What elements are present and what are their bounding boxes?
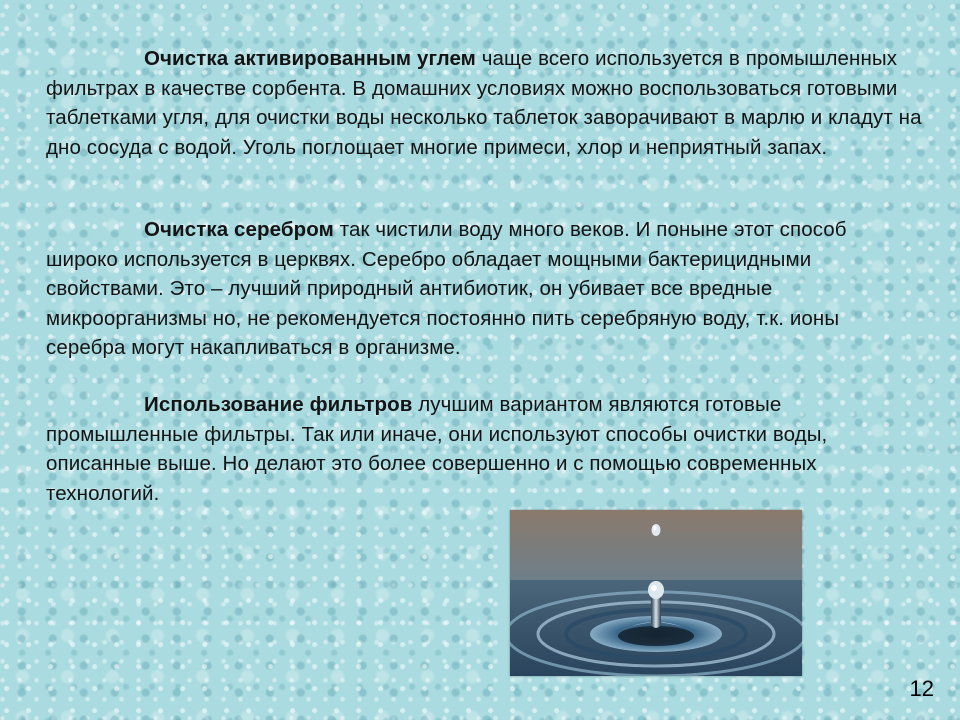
paragraph-heading: Очистка серебром xyxy=(144,218,334,241)
paragraph-silver xyxy=(46,215,924,363)
water-drop-photo xyxy=(510,510,802,676)
paragraph-filters xyxy=(46,390,924,508)
paragraph-body: чаще всего используется в промышленных фильтрах в качестве сорбента. В домашних условиях можно воспользоваться готовыми таблетками угля, для очистки воды несколько таблеток заворачивают в марлю и кладут на дно сосуда с водой. Уголь поглощает многие примеси, хлор и неприятный запах. xyxy=(46,47,922,159)
page-number: 12 xyxy=(909,676,934,701)
paragraph-heading: Очистка активированным углем xyxy=(144,47,476,70)
paragraph-body: так чистили воду много веков. И поныне этот способ широко используется в церквях. Серебро обладает мощными бактерицидными свойствами. Это – лучший природный антибиотик, он убивает все вредные микроорганизмы но, не рекомендуется постоянно пить серебряную воду, т.к. ионы серебра могут накапливаться в организме. xyxy=(46,218,847,359)
paragraph-heading: Использование фильтров xyxy=(144,393,413,416)
water-drop-splash-icon xyxy=(510,510,802,676)
paragraph-body: лучшим вариантом являются готовые промышленные фильтры. Так или иначе, они используют способы очистки воды, описанные выше. Но делают это более совершенно и с помощью современных технологий. xyxy=(46,393,828,505)
paragraph-activated-carbon xyxy=(46,44,924,162)
